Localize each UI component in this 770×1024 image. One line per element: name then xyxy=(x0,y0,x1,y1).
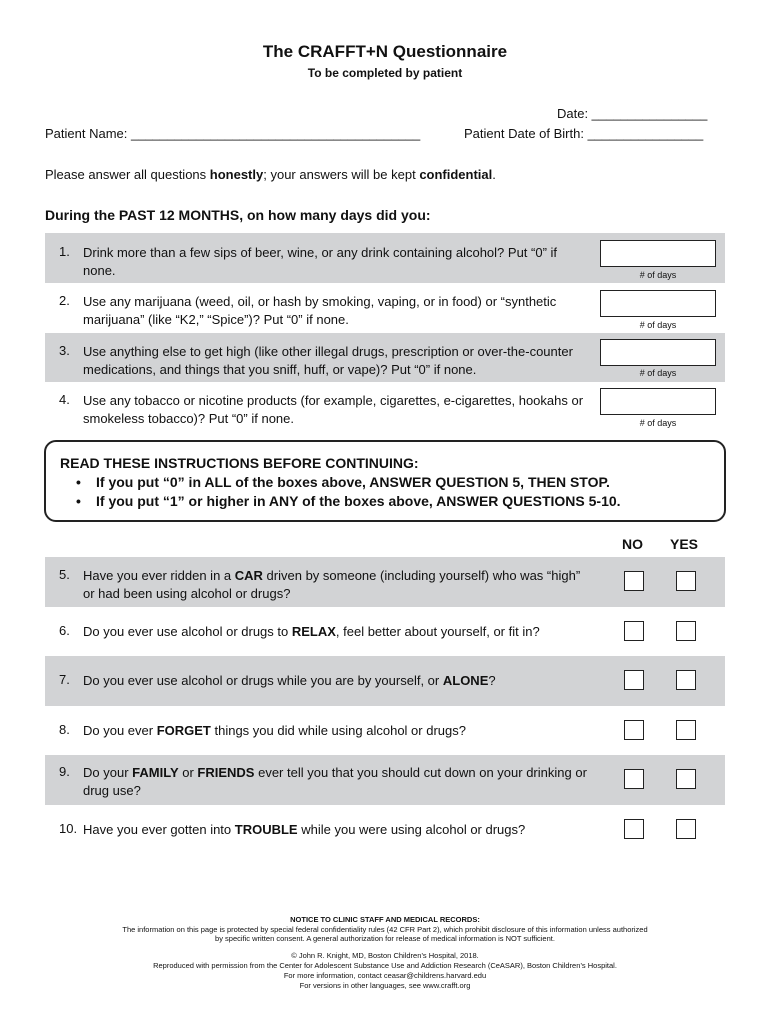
days-box-label: # of days xyxy=(639,270,677,280)
question-text: Have you ever ridden in a CAR driven by someone (including yourself) who was “high” or had been using alcohol or drugs? xyxy=(83,568,581,601)
days-box-label: # of days xyxy=(639,368,677,378)
notice-title: NOTICE TO CLINIC STAFF AND MEDICAL RECORDS: xyxy=(290,915,480,924)
bullet-icon: • xyxy=(76,493,81,509)
question-number: 1. xyxy=(59,244,70,259)
no-checkbox[interactable] xyxy=(624,769,644,789)
notice-text-1: The information on this page is protected by special federal confidentiality rules (42 CFR Part 2), which prohibit disclosure of this information unless authorized xyxy=(122,925,648,934)
form-subtitle: To be completed by patient xyxy=(307,66,463,80)
yes-checkbox[interactable] xyxy=(676,720,696,740)
question-text: Do you ever use alcohol or drugs to RELAX, feel better about yourself, or fit in? xyxy=(83,624,540,639)
no-checkbox[interactable] xyxy=(624,670,644,690)
question-text: Do you ever use alcohol or drugs while you are by yourself, or ALONE? xyxy=(83,673,496,688)
dob-field[interactable]: Patient Date of Birth: ________________ xyxy=(464,126,704,141)
days-input-box[interactable] xyxy=(600,240,716,267)
intro-text: Please answer all questions honestly; your answers will be kept confidential. xyxy=(45,167,496,182)
contact-text: For more information, contact ceasar@childrens.harvard.edu xyxy=(283,971,487,980)
question-text: Drink more than a few sips of beer, wine, or any drink containing alcohol? Put “0” if none. xyxy=(83,245,558,278)
yes-no-question-row xyxy=(45,557,725,607)
notice-text-2: by specific written consent. A general authorization for release of medical information is NOT sufficient. xyxy=(215,934,555,943)
yes-no-question-row xyxy=(45,755,725,805)
question-number: 5. xyxy=(59,567,70,582)
form-title: The CRAFFT+N Questionnaire xyxy=(262,42,508,61)
question-number: 8. xyxy=(59,722,70,737)
question-number: 4. xyxy=(59,392,70,407)
days-question-row xyxy=(45,283,725,333)
no-checkbox[interactable] xyxy=(624,720,644,740)
days-input-box[interactable] xyxy=(600,339,716,366)
yes-checkbox[interactable] xyxy=(676,769,696,789)
yes-checkbox[interactable] xyxy=(676,819,696,839)
yes-no-question-row xyxy=(45,656,725,706)
question-number: 10. xyxy=(59,821,78,836)
yes-no-question-row xyxy=(45,607,725,656)
question-text: Use anything else to get high (like other illegal drugs, prescription or over-the-counter medications, and things that you sniff, huff, or vape)? Put “0” if none. xyxy=(83,344,573,377)
copyright-text: © John R. Knight, MD, Boston Children’s Hospital, 2018. xyxy=(291,951,479,960)
instructions-box xyxy=(44,440,726,522)
yes-checkbox[interactable] xyxy=(676,670,696,690)
patient-name-field[interactable]: Patient Name: ________________________________________ xyxy=(45,126,421,141)
yes-no-question-row xyxy=(45,805,725,854)
bullet-icon: • xyxy=(76,474,81,490)
question-number: 9. xyxy=(59,764,70,779)
instruction-line: • If you put “1” or higher in ANY of the boxes above, ANSWER QUESTIONS 5-10. xyxy=(76,493,621,509)
instructions-heading: READ THESE INSTRUCTIONS BEFORE CONTINUING: xyxy=(60,455,419,471)
languages-text: For versions in other languages, see www.crafft.org xyxy=(299,981,471,990)
question-number: 6. xyxy=(59,623,70,638)
question-number: 2. xyxy=(59,293,70,308)
no-checkbox[interactable] xyxy=(624,621,644,641)
section-heading: During the PAST 12 MONTHS, on how many days did you: xyxy=(45,207,431,223)
days-question-row xyxy=(45,233,725,283)
instruction-line: • If you put “0” in ALL of the boxes above, ANSWER QUESTION 5, THEN STOP. xyxy=(76,474,610,490)
no-checkbox[interactable] xyxy=(624,819,644,839)
no-column-header: NO xyxy=(622,536,643,552)
question-text: Have you ever gotten into TROUBLE while you were using alcohol or drugs? xyxy=(83,822,526,837)
days-input-box[interactable] xyxy=(600,290,716,317)
days-question-row xyxy=(45,333,725,382)
yes-checkbox[interactable] xyxy=(676,621,696,641)
question-text: Use any marijuana (weed, oil, or hash by smoking, vaping, or in food) or “synthetic marijuana” (like “K2,” “Spice”)? Put “0” if none. xyxy=(83,294,557,327)
question-text: Do you ever FORGET things you did while using alcohol or drugs? xyxy=(83,723,466,738)
reproduced-text: Reproduced with permission from the Center for Adolescent Substance Use and Addiction Research (CeASAR), Boston Children’s Hospital. xyxy=(153,961,617,970)
question-number: 7. xyxy=(59,672,70,687)
question-text: Use any tobacco or nicotine products (for example, cigarettes, e-cigarettes, hookahs or smokeless tobacco)? Put “0” if none. xyxy=(83,393,584,426)
days-box-label: # of days xyxy=(639,320,677,330)
yes-no-question-row xyxy=(45,706,725,755)
no-checkbox[interactable] xyxy=(624,571,644,591)
days-question-row xyxy=(45,382,725,432)
yes-column-header: YES xyxy=(670,536,699,552)
date-field[interactable]: Date: ________________ xyxy=(557,106,708,121)
yes-checkbox[interactable] xyxy=(676,571,696,591)
question-number: 3. xyxy=(59,343,70,358)
question-text: Do your FAMILY or FRIENDS ever tell you that you should cut down on your drinking or drug use? xyxy=(83,765,587,798)
days-box-label: # of days xyxy=(639,418,677,428)
days-input-box[interactable] xyxy=(600,388,716,415)
